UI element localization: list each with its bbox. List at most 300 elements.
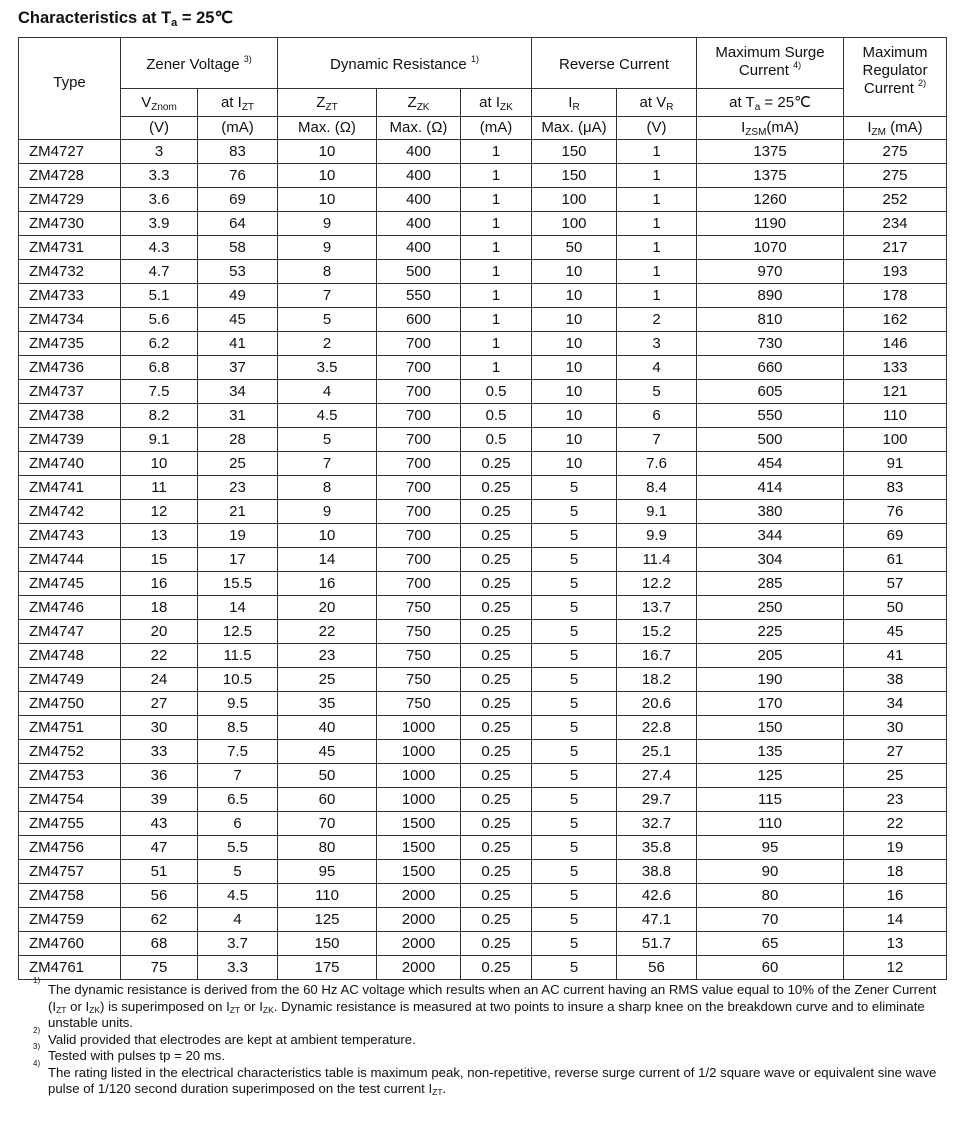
- cell-izm: 275: [844, 164, 947, 188]
- cell-zzk: 1500: [377, 812, 461, 836]
- table-row: [19, 788, 947, 812]
- cell-izsm: 250: [697, 596, 844, 620]
- cell-type: ZM4751: [19, 716, 121, 740]
- cell-zzk: 1000: [377, 740, 461, 764]
- cell-izt: 6: [198, 812, 278, 836]
- cell-izsm: 1375: [697, 140, 844, 164]
- table-row: [19, 236, 947, 260]
- cell-izk: 0.25: [461, 692, 532, 716]
- cell-izm: 23: [844, 788, 947, 812]
- cell-izm: 38: [844, 668, 947, 692]
- cell-izsm: 344: [697, 524, 844, 548]
- cell-izk: 0.25: [461, 764, 532, 788]
- cell-zzt: 5: [278, 428, 377, 452]
- cell-vr: 1: [617, 212, 697, 236]
- cell-vz: 30: [121, 716, 198, 740]
- footnote-text: Tested with pulses tp = 20 ms.: [48, 1048, 226, 1063]
- cell-ir: 150: [532, 164, 617, 188]
- table-row: [19, 524, 947, 548]
- cell-izk: 0.5: [461, 404, 532, 428]
- cell-izk: 1: [461, 356, 532, 380]
- cell-zzk: 750: [377, 596, 461, 620]
- cell-vr: 51.7: [617, 932, 697, 956]
- cell-izm: 45: [844, 620, 947, 644]
- izm-unit: $I_{ZM}$ (mA): [844, 117, 947, 140]
- cell-ir: 5: [532, 836, 617, 860]
- cell-ir: 5: [532, 956, 617, 980]
- cell-ir: 5: [532, 620, 617, 644]
- cell-vz: 3.3: [121, 164, 198, 188]
- cell-vr: 1: [617, 188, 697, 212]
- cell-izk: 1: [461, 236, 532, 260]
- cell-izm: 193: [844, 260, 947, 284]
- cell-zzt: 3.5: [278, 356, 377, 380]
- cell-zzt: 10: [278, 140, 377, 164]
- cell-izk: 0.25: [461, 908, 532, 932]
- cell-vr: 1: [617, 260, 697, 284]
- cell-izt: 8.5: [198, 716, 278, 740]
- cell-izm: 146: [844, 332, 947, 356]
- cell-izk: 0.25: [461, 524, 532, 548]
- cell-zzt: 14: [278, 548, 377, 572]
- cell-vz: 27: [121, 692, 198, 716]
- cell-izt: 31: [198, 404, 278, 428]
- cell-zzk: 1500: [377, 836, 461, 860]
- ir-header: $I_R$: [532, 89, 617, 117]
- cell-ir: 10: [532, 260, 617, 284]
- cell-izt: 9.5: [198, 692, 278, 716]
- cell-izsm: 115: [697, 788, 844, 812]
- cell-izsm: 414: [697, 476, 844, 500]
- cell-vr: 5: [617, 380, 697, 404]
- cell-zzt: 5: [278, 308, 377, 332]
- cell-type: ZM4745: [19, 572, 121, 596]
- cell-zzt: 9: [278, 236, 377, 260]
- cell-ir: 5: [532, 692, 617, 716]
- table-row: [19, 716, 947, 740]
- cell-zzk: 750: [377, 692, 461, 716]
- cell-ir: 5: [532, 860, 617, 884]
- table-body: [19, 140, 947, 980]
- cell-izsm: 1190: [697, 212, 844, 236]
- table-row: [19, 644, 947, 668]
- table-row: [19, 956, 947, 980]
- cell-izsm: 90: [697, 860, 844, 884]
- cell-izm: 178: [844, 284, 947, 308]
- cell-izk: 0.25: [461, 860, 532, 884]
- cell-izk: 0.25: [461, 620, 532, 644]
- cell-izm: 13: [844, 932, 947, 956]
- cell-izt: 17: [198, 548, 278, 572]
- cell-ir: 5: [532, 764, 617, 788]
- footnote-text: The dynamic resistance is derived from the 60 Hz AC voltage which results when an AC current having an RMS value equal to 10% of the Zener Current (I: [48, 982, 937, 1014]
- cell-vr: 12.2: [617, 572, 697, 596]
- cell-zzk: 700: [377, 500, 461, 524]
- cell-izt: 49: [198, 284, 278, 308]
- footnote-text: The rating listed in the electrical characteristics table is maximum peak, non-repetitive, reverse surge current of 1/2 square wave or equivalent sine wave pulse of 1/120 second duration superimposed on the test current I: [48, 1064, 937, 1096]
- table-row: [19, 500, 947, 524]
- cell-zzk: 1000: [377, 764, 461, 788]
- cell-ir: 5: [532, 740, 617, 764]
- cell-izm: 83: [844, 476, 947, 500]
- cell-izk: 1: [461, 260, 532, 284]
- cell-izm: 121: [844, 380, 947, 404]
- izk-header: at $I_{ZK}$: [461, 89, 532, 117]
- cell-izk: 0.25: [461, 500, 532, 524]
- cell-izk: 0.25: [461, 572, 532, 596]
- cell-vr: 42.6: [617, 884, 697, 908]
- cell-zzt: 10: [278, 164, 377, 188]
- cell-type: ZM4748: [19, 644, 121, 668]
- cell-izt: 64: [198, 212, 278, 236]
- cell-zzk: 700: [377, 332, 461, 356]
- cell-zzt: 70: [278, 812, 377, 836]
- cell-izk: 1: [461, 284, 532, 308]
- cell-vr: 38.8: [617, 860, 697, 884]
- cell-izk: 1: [461, 308, 532, 332]
- footnote: 1) The dynamic resistance is derived from the 60 Hz AC voltage which results when an AC current having an RMS value equal to 10% of the Zener Current ($I_{ZT}$ or $I_{ZK}$) is superimposed on $I_{ZT}$ or $I_{ZK}$. Dynamic resistance is measured at two points to insure a sharp knee on the breakdown curve and to eliminate unstable units.: [33, 976, 937, 1030]
- table-row: [19, 812, 947, 836]
- cell-zzk: 1500: [377, 860, 461, 884]
- cell-izsm: 550: [697, 404, 844, 428]
- table-row: [19, 140, 947, 164]
- cell-zzk: 2000: [377, 884, 461, 908]
- cell-zzk: 700: [377, 572, 461, 596]
- cell-zzk: 550: [377, 284, 461, 308]
- cell-vz: 13: [121, 524, 198, 548]
- cell-zzt: 10: [278, 188, 377, 212]
- cell-vr: 56: [617, 956, 697, 980]
- cell-zzt: 2: [278, 332, 377, 356]
- cell-vr: 29.7: [617, 788, 697, 812]
- cell-type: ZM4754: [19, 788, 121, 812]
- cell-izk: 0.25: [461, 716, 532, 740]
- cell-izm: 162: [844, 308, 947, 332]
- cell-vz: 62: [121, 908, 198, 932]
- cell-zzt: 20: [278, 596, 377, 620]
- title-subscript: a: [171, 17, 178, 29]
- footnote-subscript: ZK: [262, 1004, 274, 1015]
- title-text: Characteristics at T: [18, 9, 172, 27]
- cell-izt: 58: [198, 236, 278, 260]
- cell-zzt: 35: [278, 692, 377, 716]
- cell-zzk: 700: [377, 452, 461, 476]
- cell-izt: 14: [198, 596, 278, 620]
- cell-izm: 14: [844, 908, 947, 932]
- cell-type: ZM4742: [19, 500, 121, 524]
- cell-ir: 10: [532, 428, 617, 452]
- cell-vr: 1: [617, 236, 697, 260]
- cell-izm: 100: [844, 428, 947, 452]
- table-row: [19, 908, 947, 932]
- cell-ir: 50: [532, 236, 617, 260]
- cell-type: ZM4756: [19, 836, 121, 860]
- cell-vz: 9.1: [121, 428, 198, 452]
- cell-type: ZM4760: [19, 932, 121, 956]
- cell-ir: 5: [532, 812, 617, 836]
- cell-izsm: 500: [697, 428, 844, 452]
- zener-voltage-header: Zener Voltage $^{3)}$: [121, 38, 278, 89]
- cell-zzk: 750: [377, 644, 461, 668]
- table-row: [19, 764, 947, 788]
- cell-zzt: 22: [278, 620, 377, 644]
- footnote: 4) The rating listed in the electrical characteristics table is maximum peak, non-repetitive, reverse surge current of 1/2 square wave or equivalent sine wave pulse of 1/120 second duration superimposed on the test current $I_{ZT}$.: [33, 1058, 937, 1097]
- cell-vz: 51: [121, 860, 198, 884]
- cell-izk: 0.25: [461, 884, 532, 908]
- cell-vz: 6.8: [121, 356, 198, 380]
- cell-izk: 1: [461, 212, 532, 236]
- cell-vz: 47: [121, 836, 198, 860]
- table-row: [19, 308, 947, 332]
- cell-vz: 5.6: [121, 308, 198, 332]
- table-row: [19, 428, 947, 452]
- characteristics-table: [18, 37, 947, 980]
- type-header: Type: [19, 38, 121, 140]
- cell-izsm: 80: [697, 884, 844, 908]
- cell-izt: 19: [198, 524, 278, 548]
- cell-izt: 4.5: [198, 884, 278, 908]
- cell-izt: 23: [198, 476, 278, 500]
- cell-vr: 20.6: [617, 692, 697, 716]
- table-row: [19, 836, 947, 860]
- cell-vz: 43: [121, 812, 198, 836]
- table-row: [19, 380, 947, 404]
- footnote-text: .: [442, 1081, 447, 1096]
- cell-izt: 53: [198, 260, 278, 284]
- cell-type: ZM4743: [19, 524, 121, 548]
- cell-type: ZM4738: [19, 404, 121, 428]
- cell-izk: 1: [461, 188, 532, 212]
- table-row: [19, 596, 947, 620]
- cell-izk: 0.25: [461, 644, 532, 668]
- cell-izsm: 1260: [697, 188, 844, 212]
- max-surge-header: Maximum Surge Current $^{4)}$: [697, 38, 844, 89]
- cell-type: ZM4758: [19, 884, 121, 908]
- cell-izsm: 1070: [697, 236, 844, 260]
- cell-ir: 10: [532, 332, 617, 356]
- footnotes: [18, 976, 943, 1098]
- cell-ir: 5: [532, 716, 617, 740]
- cell-vz: 4.3: [121, 236, 198, 260]
- cell-izt: 6.5: [198, 788, 278, 812]
- cell-izsm: 454: [697, 452, 844, 476]
- cell-vr: 8.4: [617, 476, 697, 500]
- cell-izm: 19: [844, 836, 947, 860]
- cell-izk: 0.25: [461, 668, 532, 692]
- cell-zzt: 60: [278, 788, 377, 812]
- izt-unit: (mA): [198, 117, 278, 140]
- cell-izt: 7.5: [198, 740, 278, 764]
- cell-vz: 22: [121, 644, 198, 668]
- cell-type: ZM4759: [19, 908, 121, 932]
- cell-zzt: 175: [278, 956, 377, 980]
- footnote-text: or I: [240, 998, 263, 1014]
- cell-type: ZM4755: [19, 812, 121, 836]
- cell-izt: 7: [198, 764, 278, 788]
- cell-izsm: 970: [697, 260, 844, 284]
- cell-izk: 0.25: [461, 596, 532, 620]
- cell-izsm: 605: [697, 380, 844, 404]
- cell-zzt: 80: [278, 836, 377, 860]
- table-row: [19, 740, 947, 764]
- table-row: [19, 260, 947, 284]
- cell-izt: 69: [198, 188, 278, 212]
- cell-zzt: 16: [278, 572, 377, 596]
- cell-izt: 15.5: [198, 572, 278, 596]
- cell-izm: 12: [844, 956, 947, 980]
- cell-zzt: 150: [278, 932, 377, 956]
- cell-zzk: 400: [377, 164, 461, 188]
- cell-izsm: 95: [697, 836, 844, 860]
- cell-type: ZM4735: [19, 332, 121, 356]
- footnote-subscript: ZK: [89, 1004, 101, 1015]
- cell-izsm: 660: [697, 356, 844, 380]
- cell-izk: 0.25: [461, 740, 532, 764]
- cell-type: ZM4736: [19, 356, 121, 380]
- cell-izsm: 150: [697, 716, 844, 740]
- cell-izsm: 304: [697, 548, 844, 572]
- cell-zzt: 4: [278, 380, 377, 404]
- cell-izt: 76: [198, 164, 278, 188]
- cell-izt: 25: [198, 452, 278, 476]
- cell-zzt: 4.5: [278, 404, 377, 428]
- cell-zzt: 95: [278, 860, 377, 884]
- cell-izm: 110: [844, 404, 947, 428]
- cell-ir: 5: [532, 596, 617, 620]
- cell-vr: 11.4: [617, 548, 697, 572]
- cell-zzt: 9: [278, 500, 377, 524]
- cell-izm: 133: [844, 356, 947, 380]
- cell-ir: 5: [532, 476, 617, 500]
- cell-izm: 16: [844, 884, 947, 908]
- table-row: [19, 188, 947, 212]
- cell-zzt: 23: [278, 644, 377, 668]
- footnote-text: ) is superimposed on I: [100, 998, 230, 1014]
- footnote: 2) Valid provided that electrodes are kept at ambient temperature.: [33, 1025, 416, 1047]
- cell-izt: 83: [198, 140, 278, 164]
- cell-ir: 100: [532, 212, 617, 236]
- cell-izm: 252: [844, 188, 947, 212]
- cell-izt: 41: [198, 332, 278, 356]
- cell-izk: 0.25: [461, 476, 532, 500]
- cell-izm: 41: [844, 644, 947, 668]
- cell-type: ZM4753: [19, 764, 121, 788]
- cell-zzk: 400: [377, 212, 461, 236]
- cell-vr: 7: [617, 428, 697, 452]
- footnote-text: or I: [66, 998, 90, 1014]
- cell-vz: 36: [121, 764, 198, 788]
- cell-izsm: 205: [697, 644, 844, 668]
- cell-zzt: 9: [278, 212, 377, 236]
- cell-zzk: 2000: [377, 932, 461, 956]
- cell-izm: 234: [844, 212, 947, 236]
- cell-izm: 27: [844, 740, 947, 764]
- cell-zzt: 10: [278, 524, 377, 548]
- izt-header: at $I_{ZT}$: [198, 89, 278, 117]
- cell-type: ZM4729: [19, 188, 121, 212]
- cell-ir: 5: [532, 932, 617, 956]
- cell-zzk: 600: [377, 308, 461, 332]
- cell-type: ZM4757: [19, 860, 121, 884]
- table-row: [19, 212, 947, 236]
- cell-vr: 13.7: [617, 596, 697, 620]
- cell-izt: 12.5: [198, 620, 278, 644]
- cell-type: ZM4731: [19, 236, 121, 260]
- izsm-unit: $I_{ZSM}(mA)$: [697, 117, 844, 140]
- cell-izt: 5.5: [198, 836, 278, 860]
- cell-izm: 25: [844, 764, 947, 788]
- cell-izk: 0.25: [461, 548, 532, 572]
- cell-vz: 24: [121, 668, 198, 692]
- cell-vz: 75: [121, 956, 198, 980]
- cell-vr: 16.7: [617, 644, 697, 668]
- cell-type: ZM4750: [19, 692, 121, 716]
- cell-ir: 10: [532, 308, 617, 332]
- cell-zzt: 45: [278, 740, 377, 764]
- title-suffix: = 25℃: [177, 9, 233, 27]
- zzt-unit: Max. (Ω): [278, 117, 377, 140]
- table-row: [19, 164, 947, 188]
- cell-izt: 10.5: [198, 668, 278, 692]
- cell-izk: 0.25: [461, 788, 532, 812]
- cell-vz: 4.7: [121, 260, 198, 284]
- cell-izsm: 225: [697, 620, 844, 644]
- cell-izm: 30: [844, 716, 947, 740]
- cell-type: ZM4752: [19, 740, 121, 764]
- cell-izsm: 380: [697, 500, 844, 524]
- cell-type: ZM4733: [19, 284, 121, 308]
- cell-izsm: 135: [697, 740, 844, 764]
- cell-izsm: 125: [697, 764, 844, 788]
- cell-zzk: 1000: [377, 788, 461, 812]
- cell-zzt: 8: [278, 476, 377, 500]
- cell-ir: 5: [532, 524, 617, 548]
- cell-zzk: 700: [377, 524, 461, 548]
- cell-vz: 18: [121, 596, 198, 620]
- cell-izm: 217: [844, 236, 947, 260]
- cell-vr: 4: [617, 356, 697, 380]
- cell-izt: 28: [198, 428, 278, 452]
- izk-unit: (mA): [461, 117, 532, 140]
- cell-type: ZM4737: [19, 380, 121, 404]
- cell-izk: 1: [461, 332, 532, 356]
- ta-header: at $T_a$ = 25℃: [697, 89, 844, 117]
- reverse-current-header: Reverse Current: [532, 38, 697, 89]
- cell-izt: 21: [198, 500, 278, 524]
- cell-ir: 5: [532, 548, 617, 572]
- footnote-subscript: ZT: [432, 1087, 443, 1097]
- cell-vr: 1: [617, 164, 697, 188]
- cell-zzk: 700: [377, 404, 461, 428]
- cell-izm: 76: [844, 500, 947, 524]
- table-row: [19, 332, 947, 356]
- cell-ir: 5: [532, 788, 617, 812]
- cell-ir: 100: [532, 188, 617, 212]
- table-row: [19, 620, 947, 644]
- cell-izt: 45: [198, 308, 278, 332]
- cell-vr: 32.7: [617, 812, 697, 836]
- cell-izt: 5: [198, 860, 278, 884]
- cell-zzk: 2000: [377, 908, 461, 932]
- cell-ir: 10: [532, 404, 617, 428]
- cell-izsm: 110: [697, 812, 844, 836]
- cell-vz: 3.6: [121, 188, 198, 212]
- cell-izsm: 190: [697, 668, 844, 692]
- cell-vz: 3: [121, 140, 198, 164]
- dynamic-resistance-header: Dynamic Resistance $^{1)}$: [278, 38, 532, 89]
- cell-type: ZM4747: [19, 620, 121, 644]
- table-row: [19, 860, 947, 884]
